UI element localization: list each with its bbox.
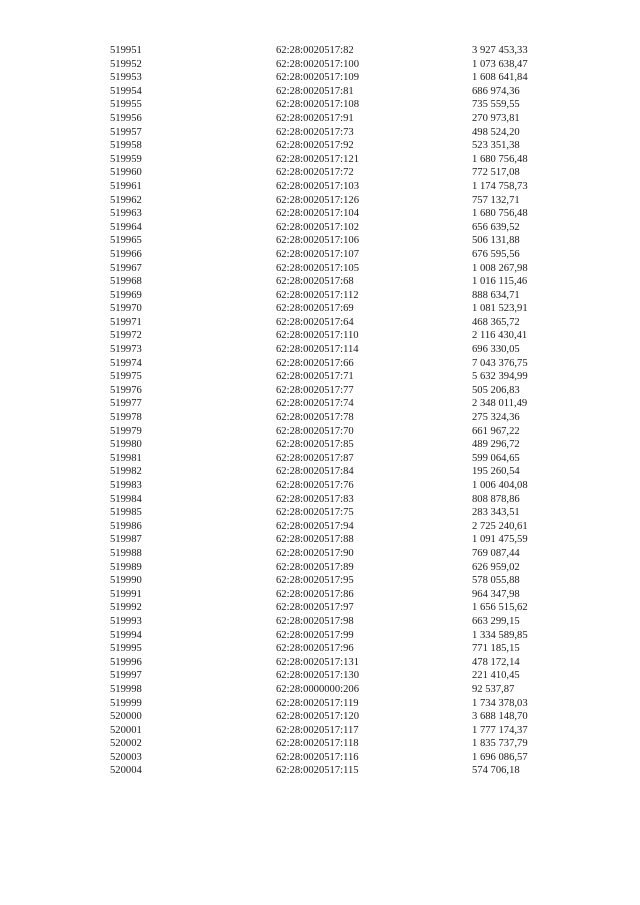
cadastral-value-cell: 769 087,44 bbox=[472, 547, 520, 559]
row-number-cell: 519961 bbox=[110, 180, 142, 192]
cadastral-number-cell: 62:28:0020517:81 bbox=[276, 85, 354, 97]
table-row bbox=[110, 343, 550, 357]
cadastral-value-cell: 1 006 404,08 bbox=[472, 480, 528, 491]
cadastral-number-cell: 62:28:0020517:94 bbox=[276, 520, 354, 532]
cadastral-value-cell: 1 073 638,47 bbox=[472, 58, 528, 70]
cadastral-number-cell: 62:28:0020517:131 bbox=[276, 656, 359, 668]
cadastral-value-cell: 771 185,15 bbox=[472, 643, 520, 655]
table-row bbox=[110, 411, 550, 425]
row-number-cell: 519988 bbox=[110, 547, 142, 559]
cadastral-number-cell: 62:28:0020517:68 bbox=[276, 276, 354, 288]
cadastral-value-cell: 1 656 515,62 bbox=[472, 602, 528, 614]
cadastral-value-cell: 523 351,38 bbox=[472, 140, 520, 152]
table-row bbox=[110, 506, 550, 520]
cadastral-value-cell: 195 260,54 bbox=[472, 466, 520, 478]
cadastral-value-cell: 489 296,72 bbox=[472, 439, 520, 451]
row-number-cell: 520001 bbox=[110, 724, 142, 736]
row-number-cell: 519987 bbox=[110, 534, 142, 546]
row-number-cell: 519957 bbox=[110, 126, 142, 138]
row-number-cell: 519955 bbox=[110, 99, 142, 111]
table-row bbox=[110, 180, 550, 194]
table-row bbox=[110, 737, 550, 751]
cadastral-number-cell: 62:28:0020517:76 bbox=[276, 480, 354, 491]
cadastral-number-cell: 62:28:0020517:102 bbox=[276, 221, 359, 233]
table-row bbox=[110, 248, 550, 262]
table-row bbox=[110, 751, 550, 765]
row-number-cell: 519956 bbox=[110, 112, 142, 124]
cadastral-value-cell: 626 959,02 bbox=[472, 561, 520, 573]
row-number-cell: 519951 bbox=[110, 45, 142, 56]
table-row bbox=[110, 697, 550, 711]
cadastral-number-cell: 62:28:0020517:126 bbox=[276, 194, 359, 206]
table-row bbox=[110, 642, 550, 656]
table-row bbox=[110, 166, 550, 180]
cadastral-number-cell: 62:28:0020517:83 bbox=[276, 493, 354, 505]
table-row bbox=[110, 194, 550, 208]
cadastral-number-cell: 62:28:0020517:97 bbox=[276, 602, 354, 614]
cadastral-value-cell: 1 608 641,84 bbox=[472, 72, 528, 84]
cadastral-value-cell: 2 348 011,49 bbox=[472, 398, 528, 410]
cadastral-number-cell: 62:28:0020517:119 bbox=[276, 697, 359, 709]
cadastral-number-cell: 62:28:0020517:89 bbox=[276, 561, 354, 573]
cadastral-number-cell: 62:28:0020517:77 bbox=[276, 384, 354, 396]
cadastral-value-cell: 686 974,36 bbox=[472, 85, 520, 97]
table-row bbox=[110, 547, 550, 561]
table-row bbox=[110, 561, 550, 575]
cadastral-value-cell: 656 639,52 bbox=[472, 221, 520, 233]
cadastral-value-cell: 1 334 589,85 bbox=[472, 629, 528, 641]
cadastral-value-cell: 772 517,08 bbox=[472, 167, 520, 179]
cadastral-value-cell: 888 634,71 bbox=[472, 289, 520, 301]
table-row bbox=[110, 656, 550, 670]
cadastral-number-cell: 62:28:0020517:120 bbox=[276, 711, 359, 723]
row-number-cell: 520004 bbox=[110, 765, 142, 777]
table-row bbox=[110, 452, 550, 466]
cadastral-number-cell: 62:28:0020517:115 bbox=[276, 765, 359, 777]
row-number-cell: 519973 bbox=[110, 344, 142, 356]
cadastral-value-cell: 676 595,56 bbox=[472, 248, 520, 260]
row-number-cell: 519967 bbox=[110, 262, 142, 274]
table-row bbox=[110, 465, 550, 479]
row-number-cell: 519969 bbox=[110, 289, 142, 301]
cadastral-value-cell: 505 206,83 bbox=[472, 384, 520, 396]
cadastral-number-cell: 62:28:0020517:71 bbox=[276, 371, 354, 383]
row-number-cell: 519962 bbox=[110, 194, 142, 206]
table-row bbox=[110, 126, 550, 140]
table-row bbox=[110, 370, 550, 384]
row-number-cell: 519972 bbox=[110, 330, 142, 342]
cadastral-value-cell: 1 777 174,37 bbox=[472, 724, 528, 736]
cadastral-value-cell: 696 330,05 bbox=[472, 344, 520, 356]
row-number-cell: 520003 bbox=[110, 751, 142, 763]
table-row bbox=[110, 58, 550, 72]
cadastral-number-cell: 62:28:0020517:86 bbox=[276, 588, 354, 600]
row-number-cell: 519958 bbox=[110, 140, 142, 152]
cadastral-number-cell: 62:28:0020517:85 bbox=[276, 439, 354, 451]
cadastral-number-cell: 62:28:0020517:91 bbox=[276, 112, 354, 124]
row-number-cell: 519978 bbox=[110, 412, 142, 424]
cadastral-value-cell: 478 172,14 bbox=[472, 656, 520, 668]
cadastral-number-cell: 62:28:0020517:130 bbox=[276, 670, 359, 682]
cadastral-number-cell: 62:28:0020517:106 bbox=[276, 235, 359, 247]
row-number-cell: 519984 bbox=[110, 493, 142, 505]
cadastral-value-cell: 2 116 430,41 bbox=[472, 330, 528, 342]
row-number-cell: 519993 bbox=[110, 615, 142, 627]
cadastral-value-cell: 2 725 240,61 bbox=[472, 520, 528, 532]
cadastral-value-cell: 7 043 376,75 bbox=[472, 357, 528, 369]
row-number-cell: 519998 bbox=[110, 683, 142, 695]
table-row bbox=[110, 724, 550, 738]
cadastral-number-cell: 62:28:0020517:121 bbox=[276, 153, 359, 165]
table-row bbox=[110, 493, 550, 507]
table-row bbox=[110, 384, 550, 398]
table-row bbox=[110, 71, 550, 85]
table-row bbox=[110, 44, 550, 58]
table-row bbox=[110, 98, 550, 112]
table-row bbox=[110, 262, 550, 276]
table-row bbox=[110, 479, 550, 493]
row-number-cell: 520002 bbox=[110, 738, 142, 750]
row-number-cell: 519989 bbox=[110, 561, 142, 573]
row-number-cell: 519983 bbox=[110, 480, 142, 491]
cadastral-number-cell: 62:28:0020517:110 bbox=[276, 330, 359, 342]
cadastral-value-cell: 506 131,88 bbox=[472, 235, 520, 247]
row-number-cell: 519953 bbox=[110, 72, 142, 84]
cadastral-number-cell: 62:28:0020517:114 bbox=[276, 344, 359, 356]
table-row bbox=[110, 588, 550, 602]
cadastral-number-cell: 62:28:0020517:98 bbox=[276, 615, 354, 627]
row-number-cell: 519970 bbox=[110, 303, 142, 315]
row-number-cell: 519968 bbox=[110, 276, 142, 288]
row-number-cell: 519995 bbox=[110, 643, 142, 655]
table-row bbox=[110, 221, 550, 235]
cadastral-number-cell: 62:28:0020517:95 bbox=[276, 575, 354, 587]
table-row bbox=[110, 520, 550, 534]
cadastral-number-cell: 62:28:0020517:100 bbox=[276, 58, 359, 70]
cadastral-number-cell: 62:28:0020517:84 bbox=[276, 466, 354, 478]
row-number-cell: 519981 bbox=[110, 452, 142, 464]
cadastral-value-cell: 599 064,65 bbox=[472, 452, 520, 464]
cadastral-number-cell: 62:28:0020517:99 bbox=[276, 629, 354, 641]
table-row bbox=[110, 275, 550, 289]
cadastral-number-cell: 62:28:0020517:107 bbox=[276, 248, 359, 260]
cadastral-value-cell: 1 696 086,57 bbox=[472, 751, 528, 763]
cadastral-value-cell: 3 688 148,70 bbox=[472, 711, 528, 723]
cadastral-number-cell: 62:28:0020517:104 bbox=[276, 208, 359, 220]
cadastral-number-cell: 62:28:0020517:103 bbox=[276, 180, 359, 192]
row-number-cell: 519997 bbox=[110, 670, 142, 682]
cadastral-value-cell: 5 632 394,99 bbox=[472, 371, 528, 383]
cadastral-number-cell: 62:28:0020517:64 bbox=[276, 316, 354, 328]
cadastral-value-cell: 221 410,45 bbox=[472, 670, 520, 682]
row-number-cell: 519963 bbox=[110, 208, 142, 220]
cadastral-number-cell: 62:28:0020517:70 bbox=[276, 425, 354, 437]
row-number-cell: 519986 bbox=[110, 520, 142, 532]
cadastral-number-cell: 62:28:0020517:72 bbox=[276, 167, 354, 179]
cadastral-number-cell: 62:28:0020517:90 bbox=[276, 547, 354, 559]
row-number-cell: 519977 bbox=[110, 398, 142, 410]
cadastral-value-cell: 1 680 756,48 bbox=[472, 208, 528, 220]
row-number-cell: 519960 bbox=[110, 167, 142, 179]
cadastral-value-cell: 1 734 378,03 bbox=[472, 697, 528, 709]
table-row bbox=[110, 357, 550, 371]
row-number-cell: 519975 bbox=[110, 371, 142, 383]
cadastral-number-cell: 62:28:0020517:74 bbox=[276, 398, 354, 410]
cadastral-value-cell: 498 524,20 bbox=[472, 126, 520, 138]
cadastral-value-cell: 468 365,72 bbox=[472, 316, 520, 328]
row-number-cell: 519954 bbox=[110, 85, 142, 97]
row-number-cell: 519966 bbox=[110, 248, 142, 260]
cadastral-number-cell: 62:28:0020517:92 bbox=[276, 140, 354, 152]
table-row bbox=[110, 601, 550, 615]
cadastral-number-cell: 62:28:0020517:118 bbox=[276, 738, 359, 750]
cadastral-value-cell: 1 091 475,59 bbox=[472, 534, 528, 546]
cadastral-value-cell: 1 008 267,98 bbox=[472, 262, 528, 274]
row-number-cell: 519979 bbox=[110, 425, 142, 437]
cadastral-value-table bbox=[110, 44, 550, 778]
cadastral-number-cell: 62:28:0020517:88 bbox=[276, 534, 354, 546]
cadastral-value-cell: 574 706,18 bbox=[472, 765, 520, 777]
table-row bbox=[110, 397, 550, 411]
table-row bbox=[110, 316, 550, 330]
cadastral-number-cell: 62:28:0020517:105 bbox=[276, 262, 359, 274]
cadastral-value-cell: 964 347,98 bbox=[472, 588, 520, 600]
table-row bbox=[110, 425, 550, 439]
table-row bbox=[110, 669, 550, 683]
cadastral-value-cell: 735 559,55 bbox=[472, 99, 520, 111]
row-number-cell: 520000 bbox=[110, 711, 142, 723]
table-row bbox=[110, 629, 550, 643]
cadastral-value-cell: 661 967,22 bbox=[472, 425, 520, 437]
cadastral-number-cell: 62:28:0020517:78 bbox=[276, 412, 354, 424]
row-number-cell: 519952 bbox=[110, 58, 142, 70]
row-number-cell: 519994 bbox=[110, 629, 142, 641]
cadastral-number-cell: 62:28:0020517:69 bbox=[276, 303, 354, 315]
cadastral-value-cell: 757 132,71 bbox=[472, 194, 520, 206]
row-number-cell: 519991 bbox=[110, 588, 142, 600]
row-number-cell: 519992 bbox=[110, 602, 142, 614]
cadastral-number-cell: 62:28:0020517:117 bbox=[276, 724, 359, 736]
cadastral-value-cell: 578 055,88 bbox=[472, 575, 520, 587]
cadastral-number-cell: 62:28:0020517:96 bbox=[276, 643, 354, 655]
row-number-cell: 519985 bbox=[110, 507, 142, 519]
cadastral-number-cell: 62:28:0000000:206 bbox=[276, 683, 359, 695]
cadastral-value-cell: 1 081 523,91 bbox=[472, 303, 528, 315]
cadastral-value-cell: 92 537,87 bbox=[472, 683, 515, 695]
cadastral-value-cell: 270 973,81 bbox=[472, 112, 520, 124]
table-row bbox=[110, 615, 550, 629]
cadastral-number-cell: 62:28:0020517:73 bbox=[276, 126, 354, 138]
row-number-cell: 519964 bbox=[110, 221, 142, 233]
cadastral-number-cell: 62:28:0020517:112 bbox=[276, 289, 359, 301]
table-row bbox=[110, 683, 550, 697]
table-row bbox=[110, 139, 550, 153]
table-row bbox=[110, 329, 550, 343]
table-row bbox=[110, 710, 550, 724]
row-number-cell: 519982 bbox=[110, 466, 142, 478]
table-row bbox=[110, 438, 550, 452]
table-row bbox=[110, 764, 550, 778]
cadastral-value-cell: 1 835 737,79 bbox=[472, 738, 528, 750]
table-row bbox=[110, 234, 550, 248]
table-row bbox=[110, 533, 550, 547]
table-row bbox=[110, 207, 550, 221]
cadastral-value-cell: 663 299,15 bbox=[472, 615, 520, 627]
row-number-cell: 519990 bbox=[110, 575, 142, 587]
row-number-cell: 519980 bbox=[110, 439, 142, 451]
cadastral-number-cell: 62:28:0020517:109 bbox=[276, 72, 359, 84]
row-number-cell: 519959 bbox=[110, 153, 142, 165]
table-row bbox=[110, 302, 550, 316]
table-row bbox=[110, 112, 550, 126]
cadastral-value-cell: 3 927 453,33 bbox=[472, 45, 528, 56]
cadastral-value-cell: 808 878,86 bbox=[472, 493, 520, 505]
cadastral-number-cell: 62:28:0020517:116 bbox=[276, 751, 359, 763]
table-row bbox=[110, 289, 550, 303]
cadastral-number-cell: 62:28:0020517:75 bbox=[276, 507, 354, 519]
cadastral-value-cell: 1 174 758,73 bbox=[472, 180, 528, 192]
cadastral-value-cell: 275 324,36 bbox=[472, 412, 520, 424]
cadastral-value-cell: 1 016 115,46 bbox=[472, 276, 528, 288]
cadastral-number-cell: 62:28:0020517:66 bbox=[276, 357, 354, 369]
cadastral-number-cell: 62:28:0020517:82 bbox=[276, 45, 354, 56]
row-number-cell: 519996 bbox=[110, 656, 142, 668]
row-number-cell: 519976 bbox=[110, 384, 142, 396]
table-row bbox=[110, 85, 550, 99]
row-number-cell: 519974 bbox=[110, 357, 142, 369]
cadastral-value-cell: 283 343,51 bbox=[472, 507, 520, 519]
row-number-cell: 519965 bbox=[110, 235, 142, 247]
row-number-cell: 519971 bbox=[110, 316, 142, 328]
cadastral-number-cell: 62:28:0020517:87 bbox=[276, 452, 354, 464]
table-row bbox=[110, 574, 550, 588]
cadastral-number-cell: 62:28:0020517:108 bbox=[276, 99, 359, 111]
table-row bbox=[110, 153, 550, 167]
cadastral-value-cell: 1 680 756,48 bbox=[472, 153, 528, 165]
row-number-cell: 519999 bbox=[110, 697, 142, 709]
